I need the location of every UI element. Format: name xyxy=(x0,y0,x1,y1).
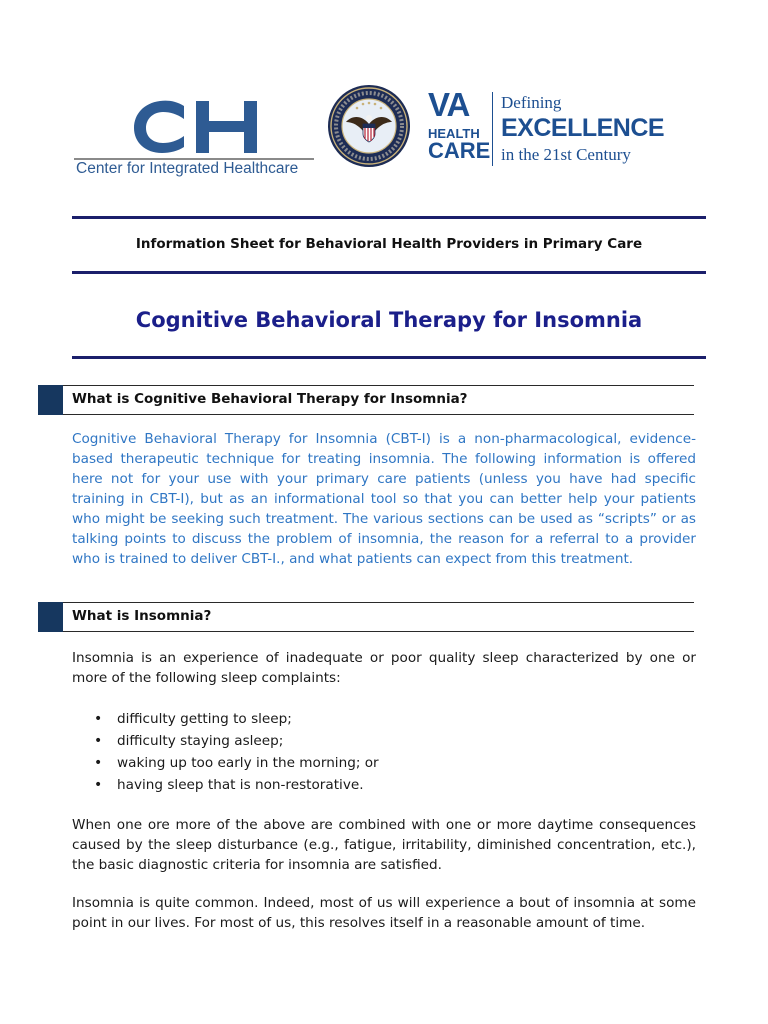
list-item: • difficulty staying asleep; xyxy=(72,730,692,752)
cbt-i-description-paragraph: Cognitive Behavioral Therapy for Insomnia (CBT-I) is a non-pharmacological, evidence-based therapeutic technique for treating insomnia. The following information is offered here not for your use with your primary care patients (unless you have had specific training in CBT-I), but as an informational tool so that you can better help your patients who might be seeking such treatment. The various sections can be used as “scripts” or as talking points to discuss the problem of insomnia, the reason for a referral to a provider who is trained to deliver CBT-I., and what patients can expect from this treatment. xyxy=(72,431,696,567)
va-tagline-century: in the 21st Century xyxy=(501,145,631,164)
section-heading: What is Cognitive Behavioral Therapy for Insomnia? xyxy=(72,391,468,407)
va-logo-divider xyxy=(492,92,493,166)
section-heading: What is Insomnia? xyxy=(72,608,212,624)
header-rule-top xyxy=(72,216,706,219)
va-care-text: CARE xyxy=(428,138,491,163)
header-rule-bottom xyxy=(72,356,706,359)
ch-logo-name: Center for Integrated Healthcare xyxy=(76,160,299,177)
section-marker-block xyxy=(38,602,63,632)
section-marker-block xyxy=(38,385,63,415)
va-department-seal-icon xyxy=(327,84,411,168)
list-item: • waking up too early in the morning; or xyxy=(72,752,692,774)
section-header-line-bottom xyxy=(63,631,694,632)
section-header-line-top xyxy=(63,385,694,386)
sleep-complaints-list xyxy=(72,708,692,796)
va-tagline-excellence: EXCELLENCE xyxy=(501,114,665,142)
ch-letters-mark xyxy=(132,100,272,154)
section-header-cbt-i xyxy=(38,385,694,415)
va-health-text: HEALTH xyxy=(428,126,480,141)
va-tagline-defining: Defining xyxy=(501,93,562,112)
center-for-integrated-healthcare-logo xyxy=(74,100,324,186)
va-mark: VA xyxy=(428,86,470,123)
list-item: • difficulty getting to sleep; xyxy=(72,708,692,730)
diagnostic-criteria-paragraph: When one ore more of the above are combined with one or more daytime consequences caused by the sleep disturbance (e.g., fatigue, irritability, diminished concentration, etc.), the basic diagnostic criteria for insomnia are satisfied. xyxy=(72,817,696,873)
header-rule-middle xyxy=(72,271,706,274)
insomnia-intro-paragraph: Insomnia is an experience of inadequate or poor quality sleep characterized by one or more of the following sleep complaints: xyxy=(72,650,696,686)
section-header-line-bottom xyxy=(63,414,694,415)
document-subtitle: Information Sheet for Behavioral Health Providers in Primary Care xyxy=(135,236,643,252)
list-item: • having sleep that is non-restorative. xyxy=(72,774,692,796)
section-header-line-top xyxy=(63,602,694,603)
insomnia-common-paragraph: Insomnia is quite common. Indeed, most of us will experience a bout of insomnia at some point in our lives. For most of us, this resolves itself in a reasonable amount of time. xyxy=(72,895,696,931)
document-title: Cognitive Behavioral Therapy for Insomnia xyxy=(135,308,643,332)
va-health-care-logo xyxy=(428,86,668,170)
section-header-insomnia xyxy=(38,602,694,632)
